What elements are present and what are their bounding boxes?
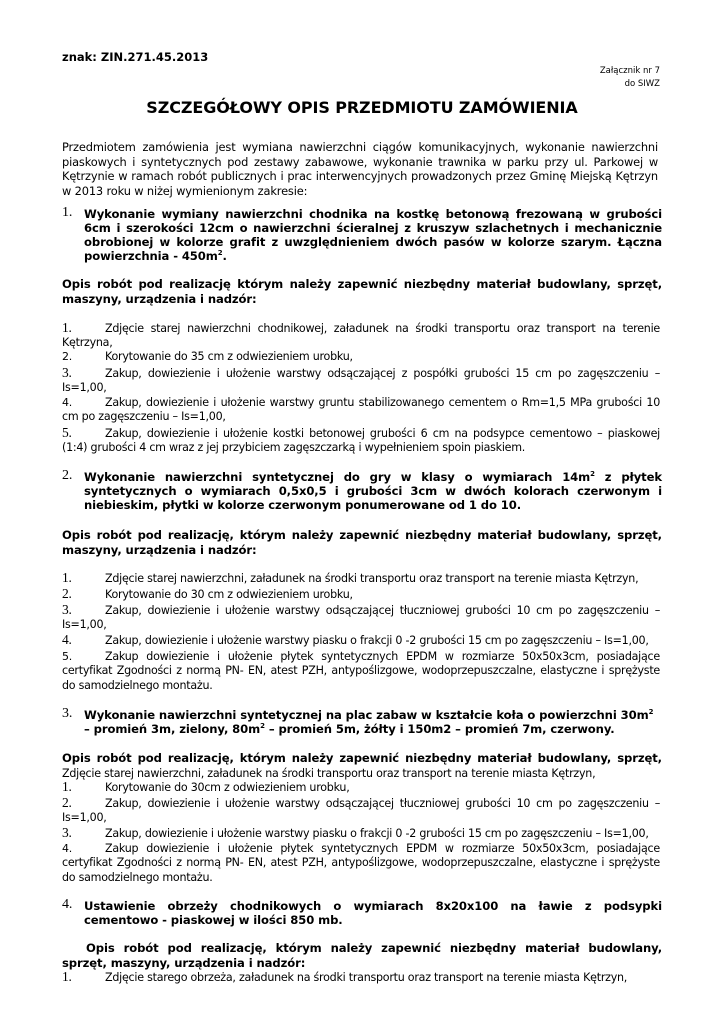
list-item	[62, 796, 660, 826]
item-text: Zakup, dowiezienie i ułożenie warstwy odsączającej tłuczniowej grubości 10 cm po zagęszczeniu – Is=1,00,	[62, 797, 660, 825]
intro-paragraph: Przedmiotem zamówienia jest wymiana nawierzchni ciągów komunikacyjnych, wykonanie nawierzchni piaskowych i syntetycznych pod zestawy zabawowe, wykonanie trawnika w parku przy ul. Parkowej w Kętrzynie w ramach robót publicznych i prac interwencyjnych prowadzonych przez Gminę Miejską Kętrzyn w 2013 roku w niżej wymienionym zakresie:	[62, 140, 658, 198]
attachment-line-1: Załącznik nr 7	[599, 66, 660, 76]
section-heading-text: Wykonanie nawierzchni syntetycznej na plac zabaw w kształcie koła o powierzchni 30m	[84, 708, 649, 722]
section-4-subheading: Opis robót pod realizację, którym należy zapewnić niezbędny materiał budowlany, sprzęt, maszyny, urządzenia i nadzór:	[62, 941, 662, 970]
item-text: Zakup, dowiezienie i ułożenie warstwy piasku o frakcji 0 -2 grubości 15 cm po zagęszczeniu – Is=1,00,	[105, 827, 649, 840]
item-text: Zdjęcie starej nawierzchni, załadunek na środki transportu oraz transport na terenie miasta Kętrzyn,	[105, 572, 639, 585]
item-number: 1.	[62, 969, 72, 984]
list-item	[62, 603, 660, 633]
item-number: 1.	[62, 779, 72, 794]
list-item	[62, 350, 660, 364]
list-item	[62, 366, 660, 396]
section-heading-end: .	[222, 249, 227, 263]
item-text: Zakup dowiezienie i ułożenie płytek syntetycznych EPDM w rozmiarze 50x50x3cm, posiadające certyfikat Zgodności z normą PN- EN, atest PZH, antypoślizgowe, wodoprzepuszczalne, elastyczne i sprężyste do samodzielnego montażu.	[62, 842, 660, 884]
item-number: 1.	[62, 320, 72, 335]
item-number: 4.	[62, 842, 72, 855]
list-item	[62, 321, 660, 351]
list-item	[62, 780, 660, 795]
item-number: 2.	[62, 795, 72, 810]
section-number: 3.	[62, 706, 73, 721]
list-item	[62, 842, 660, 885]
attachment-line-2: do SIWZ	[624, 79, 660, 89]
document-signature: znak: ZIN.271.45.2013	[62, 50, 209, 64]
list-item	[62, 826, 660, 841]
superscript: 2	[217, 249, 223, 258]
section-heading-text: Wykonanie wymiany nawierzchni chodnika na kostkę betonową frezowaną w grubości 6cm i szerokości 12cm o nawierzchni ścieralnej z kruszyw szlachetnych i mechanicznie obrobionej w kolorze grafit z uwzględnieniem dwóch pasów w kolorze szarym. Łączna powierzchnia - 450m	[84, 207, 662, 263]
item-text: Zakup, dowiezienie i ułożenie warstwy gruntu stabilizowanego cementem o Rm=1,5 MPa grubości 10 cm po zagęszczeniu – Is=1,00,	[62, 396, 660, 424]
section-2-subheading: Opis robót pod realizację, którym należy zapewnić niezbędny materiał budowlany, sprzęt, maszyny, urządzenia i nadzór:	[62, 528, 662, 557]
item-number: 3.	[62, 602, 72, 617]
item-text: Zakup, dowiezienie i ułożenie kostki betonowej grubości 6 cm na podsypce cementowo – piaskowej (1:4) grubości 4 cm wraz z jej przybiciem zagęszczarką i wypełnieniem spoin piaskiem.	[62, 427, 660, 455]
item-text: Zakup dowiezienie i ułożenie płytek syntetycznych EPDM w rozmiarze 50x50x3cm, posiadające certyfikat Zgodności z normą PN- EN, atest PZH, antypoślizgowe, wodoprzepuszczalne, elastyczne i sprężyste do samodzielnego montażu.	[62, 650, 660, 692]
subheading-bold: Opis robót pod realizację, którym należy zapewnić niezbędny materiał budowlany, sprzęt,	[62, 751, 662, 765]
page-title: SZCZEGÓŁOWY OPIS PRZEDMIOTU ZAMÓWIENIA	[146, 98, 578, 117]
item-number: 5.	[62, 425, 72, 440]
item-text: Zakup, dowiezienie i ułożenie warstwy odsączającej z pospółki grubości 15 cm po zagęszczeniu – Is=1,00,	[62, 367, 660, 395]
list-item	[62, 587, 660, 602]
item-number: 4.	[62, 396, 72, 409]
section-heading-text: Wykonanie nawierzchni syntetycznej do gry w klasy o wymiarach 14m	[84, 470, 591, 484]
item-number: 2.	[62, 350, 72, 363]
list-item	[62, 633, 660, 648]
subheading-rest: Zdjęcie starej nawierzchni, załadunek na środki transportu oraz transport na terenie miasta Kętrzyn,	[62, 766, 596, 780]
item-number: 5.	[62, 650, 72, 663]
list-item	[62, 571, 660, 586]
section-1-subheading: Opis robót pod realizację którym należy zapewnić niezbędny materiał budowlany, sprzęt, maszyny, urządzenia i nadzór:	[62, 277, 662, 306]
section-3-subheading	[62, 751, 662, 781]
superscript: 2	[648, 708, 654, 717]
item-number: 3.	[62, 825, 72, 840]
item-text: Korytowanie do 35 cm z odwiezieniem urobku,	[105, 350, 353, 363]
superscript: 2	[260, 722, 265, 731]
item-text: Zdjęcie starej nawierzchni chodnikowej, załadunek na środki transportu oraz transport na terenie Kętrzyna,	[62, 322, 660, 350]
superscript: 2	[590, 470, 595, 479]
item-number: 3.	[62, 365, 72, 380]
item-text: Zakup, dowiezienie i ułożenie warstwy odsączającej tłuczniowej grubości 10 cm po zagęszczeniu – Is=1,00,	[62, 604, 660, 632]
section-heading-mid: – promień 3m, zielony, 80m	[84, 722, 261, 736]
item-text: Korytowanie do 30 cm z odwiezieniem urobku,	[105, 588, 353, 601]
list-item	[62, 650, 660, 693]
item-text: Zdjęcie starego obrzeża, załadunek na środki transportu oraz transport na terenie miasta Kętrzyn,	[105, 971, 628, 984]
section-number: 1.	[62, 205, 73, 220]
item-number: 2.	[62, 586, 72, 601]
section-number: 2.	[62, 468, 73, 483]
attachment-note	[600, 65, 660, 91]
item-text: Korytowanie do 30cm z odwiezieniem urobku,	[105, 781, 350, 794]
list-item	[62, 426, 660, 456]
section-heading-text: Ustawienie obrzeży chodnikowych o wymiarach 8x20x100 na ławie z podsypki cementowo - piaskowej w ilości 850 mb.	[84, 899, 662, 927]
item-number: 1.	[62, 570, 72, 585]
section-heading-end: z płytek syntetycznych o wymiarach 0,5x0,5 i grubości 3cm w dwóch kolorach czerwonym i niebieskim, płytki w kolorze czerwonym ponumerowane od 1 do 10.	[84, 470, 662, 512]
list-item	[62, 970, 660, 985]
item-text: Zakup, dowiezienie i ułożenie warstwy piasku o frakcji 0 -2 grubości 15 cm po zagęszczeniu – Is=1,00,	[105, 634, 649, 647]
list-item	[62, 396, 660, 425]
item-number: 4.	[62, 632, 72, 647]
section-number: 4.	[62, 897, 73, 912]
section-heading-end: – promień 5m, żółty i 150m2 – promień 7m, czerwony.	[264, 722, 615, 736]
